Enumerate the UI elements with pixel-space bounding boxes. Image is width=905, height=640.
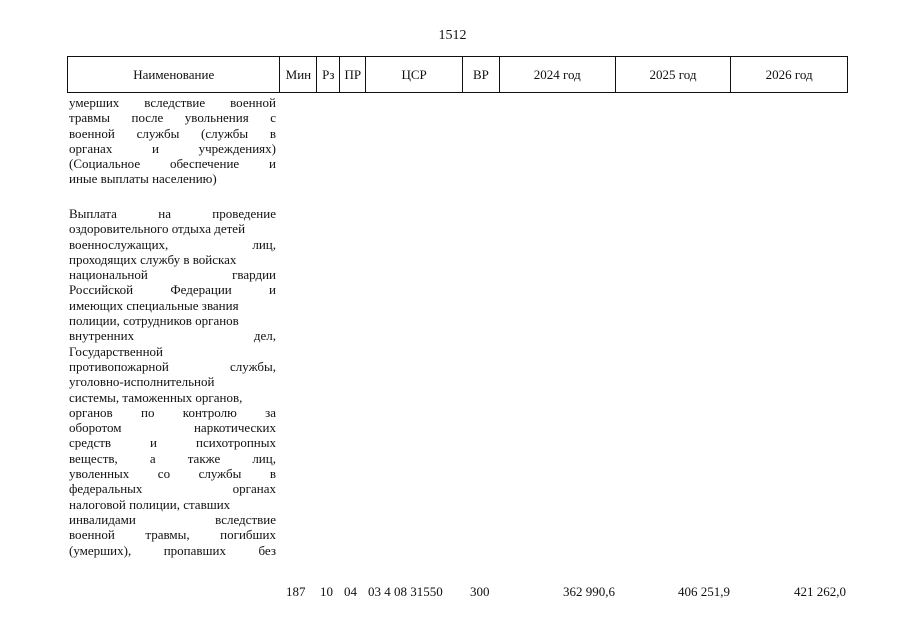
cell-pr: 04 [344, 584, 357, 599]
cell-2024: 362 990,6 [563, 584, 615, 599]
header-min: Мин [280, 57, 317, 92]
text-line [69, 221, 276, 236]
text-line [69, 298, 276, 313]
text-word: в [269, 125, 276, 141]
text-word: Государственной [69, 343, 164, 359]
text-word: в [269, 466, 276, 482]
text-word: дел, [253, 328, 276, 344]
text-word: и [151, 140, 159, 156]
text-word: службы, [230, 358, 276, 374]
text-word: службы [198, 466, 242, 482]
text-word: умерших [69, 95, 120, 110]
text-word: внутренних [69, 328, 135, 344]
cell-csr: 03 4 08 31550 [368, 584, 443, 599]
text-word: (Социальное [69, 156, 141, 172]
text-line [69, 435, 276, 450]
text-word: органов [69, 404, 113, 420]
text-word: гвардии [232, 267, 276, 283]
text-word: средств [69, 435, 112, 451]
text-line [69, 252, 276, 267]
text-word: также [187, 450, 221, 466]
text-line [69, 110, 276, 125]
text-line [69, 390, 276, 405]
text-word: веществ, [69, 450, 118, 466]
cell-vr: 300 [470, 584, 490, 599]
text-word: и [269, 282, 276, 298]
text-line [69, 95, 276, 110]
text-word: обеспечение [169, 156, 240, 172]
text-word: налоговой полиции, ставших [69, 496, 231, 512]
text-word: а [149, 450, 156, 466]
text-line [69, 374, 276, 389]
text-word: и [150, 435, 158, 451]
text-word: Федерации [170, 282, 232, 298]
text-word: военной [69, 125, 115, 141]
text-line [69, 171, 276, 186]
text-word: (умерших), [69, 542, 132, 558]
table-header [67, 56, 848, 93]
text-word: органах [232, 481, 276, 497]
text-word: погибших [220, 527, 276, 543]
text-word: пропавших [163, 542, 226, 558]
text-line [69, 527, 276, 542]
text-line [69, 126, 276, 141]
table-row [0, 584, 905, 600]
text-line [69, 344, 276, 359]
text-word: со [157, 466, 171, 482]
text-line [69, 497, 276, 512]
text-line [69, 237, 276, 252]
text-word: оборотом [69, 420, 122, 436]
text-word: уголовно-исполнительной [69, 374, 215, 390]
cell-min: 187 [286, 584, 306, 599]
text-line [69, 512, 276, 527]
row-name-continued [69, 95, 276, 187]
cell-2025: 406 251,9 [678, 584, 730, 599]
text-word: по [141, 404, 155, 420]
header-2025: 2025 год [616, 57, 732, 92]
text-word: учреждениях) [198, 140, 276, 156]
header-vr: ВР [463, 57, 500, 92]
text-word: системы, таможенных органов, [69, 389, 243, 405]
header-name: Наименование [68, 57, 280, 92]
text-word: лиц, [252, 450, 276, 466]
text-line [69, 328, 276, 343]
text-word: оздоровительного отдыха детей [69, 221, 246, 237]
text-word: имеющих специальные звания [69, 297, 239, 313]
text-word: военной [69, 527, 115, 543]
text-line [69, 313, 276, 328]
text-word: за [265, 404, 276, 420]
text-word: федеральных [69, 481, 143, 497]
text-line [69, 359, 276, 374]
header-2026: 2026 год [765, 66, 813, 82]
text-word: органах [69, 140, 113, 156]
text-word: проходящих службу в войсках [69, 251, 237, 267]
text-word: на [158, 206, 171, 221]
text-word: увольнения [184, 110, 249, 126]
text-line [69, 451, 276, 466]
text-word: военнослужащих, [69, 236, 169, 252]
header-2024: 2024 год [500, 57, 616, 92]
text-line [69, 420, 276, 435]
text-word: с [270, 110, 276, 126]
text-line [69, 543, 276, 558]
text-word: психотропных [195, 435, 276, 451]
text-word: вследствие [144, 95, 206, 110]
header-rz: Рз [317, 57, 340, 92]
text-word: после [131, 110, 164, 126]
text-word: проведение [212, 206, 276, 221]
text-word: службы [136, 125, 180, 141]
text-word: иные выплаты населению) [69, 171, 217, 187]
text-line [69, 206, 276, 221]
text-line [69, 156, 276, 171]
text-line [69, 282, 276, 297]
text-word: без [258, 542, 276, 558]
text-word: уволенных [69, 466, 130, 482]
page-number: 1512 [438, 28, 467, 43]
text-line [69, 141, 276, 156]
header-pr: ПР [340, 57, 366, 92]
text-word: (службы [201, 125, 249, 141]
text-word: контролю [182, 404, 237, 420]
text-word: полиции, сотрудников органов [69, 313, 239, 329]
text-word: инвалидами [69, 511, 136, 527]
text-word: вследствие [215, 511, 276, 527]
header-csr: ЦСР [366, 57, 463, 92]
text-line [69, 405, 276, 420]
text-word: и [269, 156, 276, 172]
text-line [69, 267, 276, 282]
text-word: военной [230, 95, 276, 110]
text-word: наркотических [193, 420, 276, 436]
text-word: Российской [69, 282, 134, 298]
text-word: противопожарной [69, 358, 169, 374]
cell-rz: 10 [320, 584, 333, 599]
text-word: национальной [69, 267, 148, 283]
text-word: Выплата [69, 206, 117, 221]
text-word: травмы, [145, 527, 190, 543]
text-line [69, 466, 276, 481]
row-name-payment [69, 206, 276, 558]
cell-2026: 421 262,0 [794, 584, 846, 599]
text-word: лиц, [252, 236, 276, 252]
text-word: травмы [69, 110, 110, 126]
text-line [69, 481, 276, 496]
